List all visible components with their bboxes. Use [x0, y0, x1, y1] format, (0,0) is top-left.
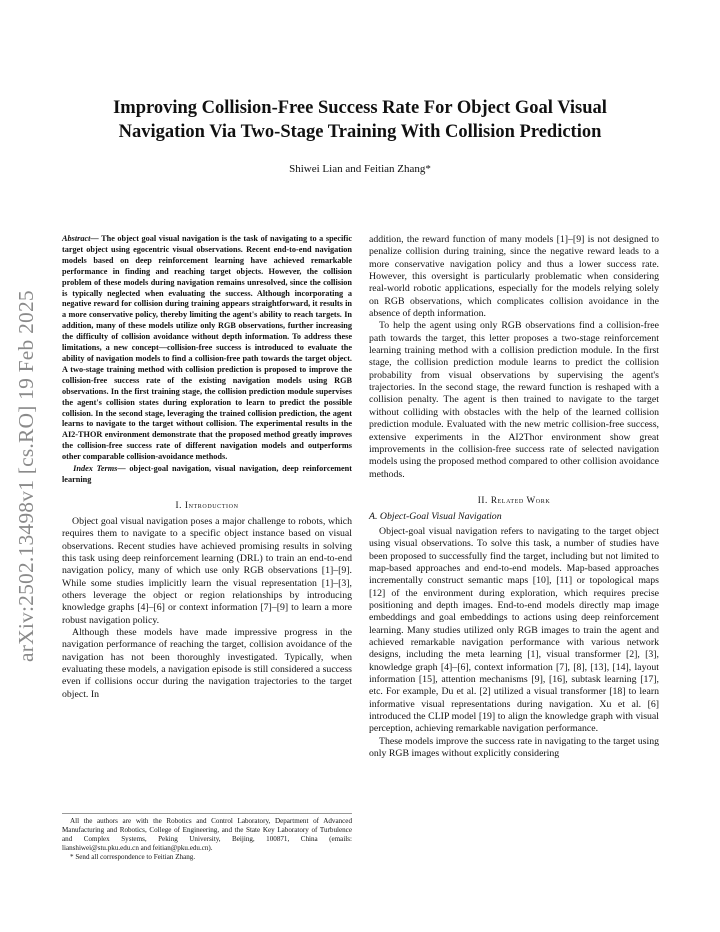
- related-paragraph-1: Object-goal visual navigation refers to navigating to the target object using visual observations. To solve this task, a number of studies have been proposed to successfully find the target, including but not limited to map-based approaches and end-to-end models. Map-based approaches incrementally construct semantic maps [10], [11] or topological maps [12] of the environment during exploration, which requires precise positioning and depth images. End-to-end models directly map image embeddings and goal embeddings to actions using deep reinforcement learning. Many studies utilized only RGB images to train the agent and achieved remarkable navigation performance with various network designs, including the meta learning [1], visual transformer [2], [3], knowledge graph [4]–[6], context information [7], [8], [13], [14], layout information [15], attention mechanisms [9], [16], subtask learning [17], etc. For example, Du et al. [2] utilized a visual transformer [18] to learn informative visual representations during navigation. Xu et al. [6] introduced the CLIP model [19] to align the knowledge graph with visual perception, achieving remarkable navigation performance.: [369, 525, 659, 735]
- subsection-object-goal-heading: A. Object-Goal Visual Navigation: [369, 510, 502, 522]
- section-introduction-heading: I. Introduction: [175, 499, 239, 510]
- index-terms-label: Index Terms: [73, 464, 118, 474]
- index-terms: [62, 464, 352, 486]
- intro-paragraph-1: Object goal visual navigation poses a major challenge to robots, which requires them to navigate to a specific object instance based on visual observations. Recent studies have achieved promising results in solving this task using deep reinforcement learning (DRL) to train an end-to-end navigation policy, many of which use only RGB observations [1]–[9]. While some studies implicitly learn the visual representation [1]–[3], others leverage the object or region relationships by introducing knowledge graphs [4]–[6] or context information [7]–[9] to learn a more robust navigation policy.: [62, 515, 352, 626]
- abstract: [62, 234, 352, 463]
- intro-paragraph-2: Although these models have made impressive progress in the navigation performance of reaching the target, collision avoidance of the navigation has not been thoroughly investigated. Typically, when evaluating these models, a navigation episode is still considered a success even if collisions occur during the navigation trajectories to the target object. In: [62, 626, 352, 700]
- paper-title: [60, 96, 660, 144]
- abstract-text: — The object goal visual navigation is the task of navigating to a specific target object using egocentric visual observations. Recent end-to-end navigation models based on deep reinforcement learning have achieved remarkable performance in finding and reaching target objects. However, the collision problem of these models during navigation remains unresolved, since the collision is typically neglected when evaluating the success. Although incorporating a negative reward for collision during training appears straightforward, it results in a more conservative policy, thereby limiting the agent's ability to reach targets. In addition, many of these models utilize only RGB observations, further increasing the difficulty of collision avoidance without depth information. To address these limitations, a new concept—collision-free success is introduced to evaluate the ability of navigation models to find a collision-free path towards the target object. A two-stage training method with collision prediction is proposed to improve the collision-free success rate of the existing navigation models using RGB observations. In the first training stage, the collision prediction module supervises the agent's collision states during exploration to learn to predict the possible collision. In the second stage, leveraging the trained collision prediction, the agent learns to navigate to the target without collision. The experimental results in the AI2-THOR environment demonstrate that the proposed method greatly improves the collision-free success rate of different navigation models and outperforms other comparable collision-avoidance methods.: [62, 234, 352, 462]
- footnote-correspondence: * Send all correspondence to Feitian Zhang.: [70, 852, 196, 861]
- right-paragraph-1: addition, the reward function of many models [1]–[9] is not designed to penalize collision during training, since the negative reward leads to a more conservative navigation policy and thus a lower success rate. However, this oversight is particularly problematic when considering real-world robotic applications, especially for the models relying solely on RGB observations, which complicates collision avoidance in the absence of depth information.: [369, 234, 659, 320]
- index-terms-text: — object-goal navigation, visual navigation, deep reinforcement learning: [62, 464, 353, 484]
- title-line-2: Navigation Via Two-Stage Training With Collision Prediction: [118, 122, 602, 142]
- abstract-label: Abstract: [62, 234, 91, 243]
- left-column: [62, 234, 352, 701]
- authors: Shiwei Lian and Feitian Zhang*: [289, 163, 431, 175]
- footnotes: [62, 813, 352, 862]
- title-line-1: Improving Collision-Free Success Rate For Object Goal Visual: [113, 98, 607, 118]
- footnote-affiliation: All the authors are with the Robotics and Control Laboratory, Department of Advanced Manufacturing and Robotics, College of Engineering, and the State Key Laboratory of Turbulence and Complex Systems, Peking University, Beijing, 100871, China (emails: lianshiwei@stu.pku.edu.cn and feitian@pku.edu.cn).: [62, 817, 352, 852]
- right-paragraph-2: To help the agent using only RGB observations find a collision-free path towards the target, this letter proposes a two-stage reinforcement learning training method with a collision prediction module. In the first stage, the collision prediction module learns to predict the collision probability from visual observations by supervising the agent's trajectories. In the second stage, the reward function is reshaped with a collision penalty. The agent is then trained to navigate to the target without colliding with obstacles with the help of the learned collision prediction module. Evaluated with the new metric collision-free success, extensive experiments in the AI2Thor environment show great improvements in the collision-free success rate of selected navigation models using the proposed method compared to other collision avoidance methods.: [369, 320, 659, 480]
- section-related-work-heading: II. Related Work: [477, 494, 551, 505]
- related-paragraph-2: These models improve the success rate in navigating to the target using only RGB images without explicitly considering: [369, 735, 659, 760]
- right-column: [369, 234, 659, 760]
- arxiv-identifier: arXiv:2502.13498v1 [cs.RO] 19 Feb 2025: [14, 290, 38, 662]
